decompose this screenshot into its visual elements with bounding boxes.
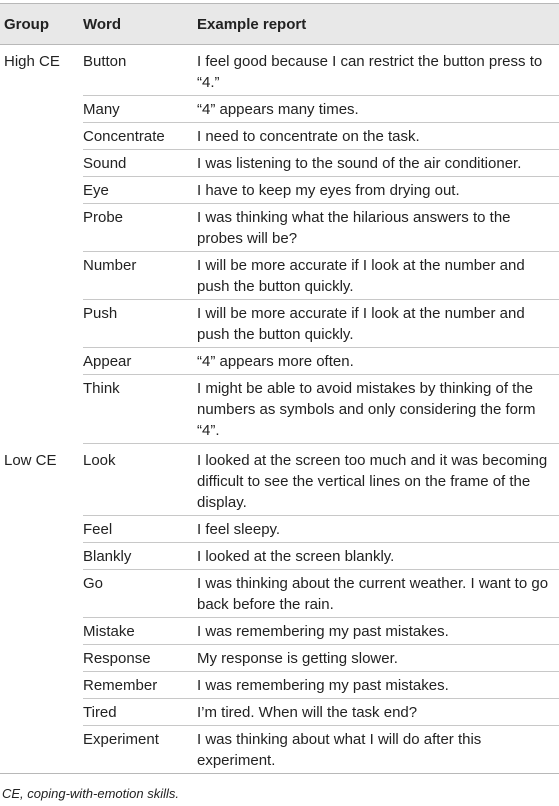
- table-row: [0, 543, 559, 570]
- cell-example-report: I’m tired. When will the task end?: [197, 699, 559, 726]
- cell-group: [0, 252, 83, 300]
- cell-example-report: I will be more accurate if I look at the number and push the button quickly.: [197, 300, 559, 348]
- cell-group: [0, 726, 83, 774]
- table-row: [0, 177, 559, 204]
- cell-group: [0, 204, 83, 252]
- cell-word: Experiment: [83, 726, 197, 774]
- cell-group: [0, 672, 83, 699]
- cell-word: Remember: [83, 672, 197, 699]
- table-footnote: CE, coping-with-emotion skills.: [2, 786, 180, 801]
- table-row: [0, 348, 559, 375]
- cell-group: [0, 699, 83, 726]
- table-row: [0, 300, 559, 348]
- table-row: [0, 516, 559, 543]
- cell-word: Appear: [83, 348, 197, 375]
- table-row: [0, 444, 559, 516]
- cell-group: [0, 177, 83, 204]
- table-row: [0, 672, 559, 699]
- cell-group: [0, 570, 83, 618]
- header-word: Word: [83, 4, 197, 45]
- table-row: [0, 96, 559, 123]
- table-row: [0, 123, 559, 150]
- cell-example-report: I was thinking about the current weather. I want to go back before the rain.: [197, 570, 559, 618]
- cell-word: Sound: [83, 150, 197, 177]
- cell-group: [0, 543, 83, 570]
- cell-group: [0, 348, 83, 375]
- header-example-report: Example report: [197, 4, 559, 45]
- cell-example-report: I was remembering my past mistakes.: [197, 672, 559, 699]
- cell-example-report: I was thinking what the hilarious answers to the probes will be?: [197, 204, 559, 252]
- table-row: [0, 45, 559, 96]
- table-header-row: [0, 4, 559, 45]
- cell-example-report: I feel sleepy.: [197, 516, 559, 543]
- table-row: [0, 204, 559, 252]
- cell-word: Concentrate: [83, 123, 197, 150]
- cell-word: Number: [83, 252, 197, 300]
- table-row: [0, 252, 559, 300]
- cell-example-report: “4” appears many times.: [197, 96, 559, 123]
- cell-group: [0, 300, 83, 348]
- cell-example-report: I was remembering my past mistakes.: [197, 618, 559, 645]
- cell-example-report: I feel good because I can restrict the button press to “4.”: [197, 45, 559, 96]
- table-row: [0, 375, 559, 444]
- cell-word: Blankly: [83, 543, 197, 570]
- cell-word: Push: [83, 300, 197, 348]
- cell-example-report: I looked at the screen blankly.: [197, 543, 559, 570]
- cell-word: Many: [83, 96, 197, 123]
- cell-group: [0, 618, 83, 645]
- cell-group: [0, 516, 83, 543]
- table-row: [0, 699, 559, 726]
- cell-word: Feel: [83, 516, 197, 543]
- table-body: [0, 45, 559, 774]
- cell-group: High CE: [4, 53, 60, 70]
- table-row: [0, 726, 559, 774]
- cell-example-report: I have to keep my eyes from drying out.: [197, 177, 559, 204]
- cell-word: Look: [83, 444, 197, 516]
- table-row: [0, 570, 559, 618]
- cell-word: Tired: [83, 699, 197, 726]
- cell-group: [0, 375, 83, 444]
- table-row: [0, 618, 559, 645]
- cell-word: Probe: [83, 204, 197, 252]
- cell-word: Response: [83, 645, 197, 672]
- cell-group: [0, 645, 83, 672]
- cell-word: Go: [83, 570, 197, 618]
- cell-word: Think: [83, 375, 197, 444]
- cell-group: [0, 123, 83, 150]
- cell-word: Eye: [83, 177, 197, 204]
- cell-example-report: I was thinking about what I will do after this experiment.: [197, 726, 559, 774]
- cell-word: Mistake: [83, 618, 197, 645]
- cell-example-report: “4” appears more often.: [197, 348, 559, 375]
- cell-word: Button: [83, 45, 197, 96]
- header-group: Group: [0, 4, 83, 45]
- cell-group: [0, 96, 83, 123]
- cell-example-report: I might be able to avoid mistakes by thinking of the numbers as symbols and only considering the form “4”.: [197, 375, 559, 444]
- cell-example-report: I will be more accurate if I look at the number and push the button quickly.: [197, 252, 559, 300]
- cell-group: Low CE: [4, 451, 57, 469]
- cell-group: [0, 150, 83, 177]
- cell-example-report: I was listening to the sound of the air conditioner.: [197, 150, 559, 177]
- word-report-table: [0, 3, 559, 774]
- table-row: [0, 150, 559, 177]
- cell-example-report: My response is getting slower.: [197, 645, 559, 672]
- cell-example-report: I looked at the screen too much and it was becoming difficult to see the vertical lines on the frame of the display.: [197, 444, 559, 516]
- table-row: [0, 645, 559, 672]
- cell-example-report: I need to concentrate on the task.: [197, 123, 559, 150]
